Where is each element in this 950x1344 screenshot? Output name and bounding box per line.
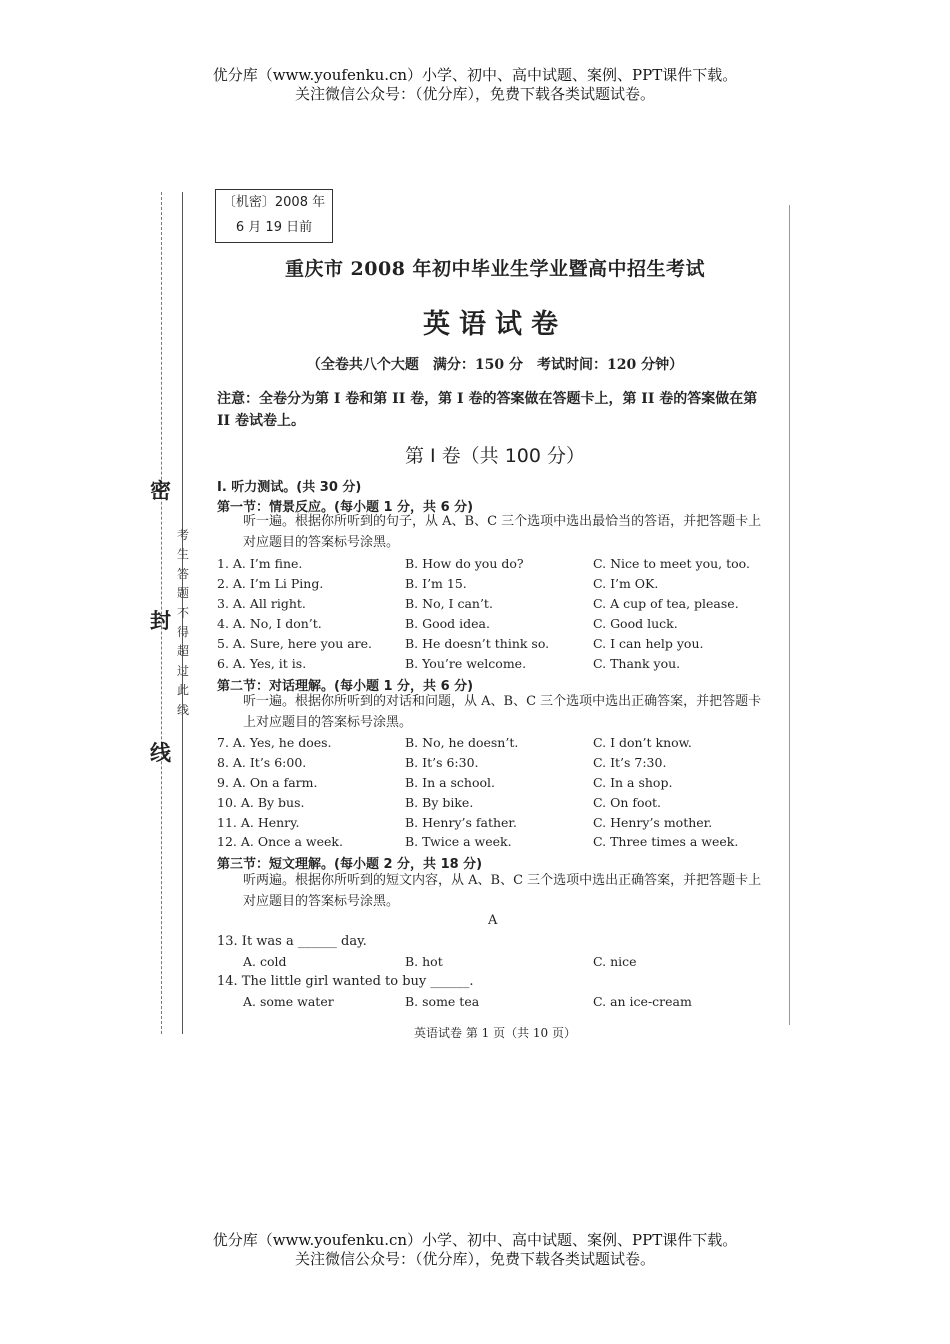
seal-char-mi: 密 (150, 479, 171, 503)
section-heading: I. 听力测试。(共 30 分) (217, 480, 362, 495)
exam-notice: 注意：全卷分为第 I 卷和第 II 卷，第 I 卷的答案做在答题卡上，第 II 卷的答案做在第 II 卷试卷上。 (217, 391, 758, 429)
question-14-options: A. some water B. some tea C. an ice-cream (243, 994, 692, 1009)
question-row: 5. A. Sure, here you are. B. He doesn’t think so. C. I can help you. (217, 636, 704, 651)
question-row: 9. A. On a farm. B. In a school. C. In a shop. (217, 775, 673, 790)
confidential-stamp: 〔机密〕2008 年 6 月 19 日前 (215, 189, 333, 243)
question-row: 6. A. Yes, it is. B. You’re welcome. C. Thank you. (217, 656, 681, 671)
exam-title: 重庆市 2008 年初中毕业生学业暨高中招生考试 (284, 258, 706, 280)
subsection-title-2: 第二节：对话理解。(每小题 1 分，共 6 分) (217, 679, 474, 694)
subsection-title-3: 第三节：短文理解。(每小题 2 分，共 18 分) (217, 857, 483, 872)
question-13: 13. It was a ______ day. (217, 934, 367, 949)
passage-label: A (488, 913, 498, 928)
part-title: 第 I 卷（共 100 分） (404, 445, 586, 467)
question-row: 8. A. It’s 6:00. B. It’s 6:30. C. It’s 7:30. (217, 755, 667, 770)
site-footer (0, 1231, 950, 1269)
site-footer-line2: 关注微信公众号：（优分库），免费下载各类试题试卷。 (294, 1250, 655, 1268)
site-header (0, 66, 950, 104)
question-row: 4. A. No, I don’t. B. Good idea. C. Good luck. (217, 616, 678, 631)
page-footer: 英语试卷 第 1 页（共 10 页） (414, 1026, 576, 1040)
site-header-line2: 关注微信公众号：（优分库），免费下载各类试题试卷。 (294, 85, 655, 103)
seal-char-feng: 封 (150, 609, 171, 633)
site-footer-line1: 优分库（www.youfenku.cn）小学、初中、高中试题、案例、PPT课件下载。 (212, 1231, 738, 1249)
seal-warning-note: 考 生 答 题 不 得 超 过 此 线 (176, 528, 189, 717)
question-row: 1. A. I’m fine. B. How do you do? C. Nice to meet you, too. (217, 556, 750, 571)
instruction-1: 听一遍。根据你所听到的句子，从 A、B、C 三个选项中选出最恰当的答语，并把答题卡上对应题目的答案标号涂黑。 (243, 514, 762, 550)
question-row: 3. A. All right. B. No, I can’t. C. A cup of tea, please. (217, 596, 739, 611)
exam-subject: 英语试卷 (423, 309, 567, 340)
question-row: 12. A. Once a week. B. Twice a week. C. Three times a week. (217, 834, 739, 849)
exam-info: （全卷共八个大题 满分：150 分 考试时间：120 分钟） (306, 357, 684, 373)
question-row: 2. A. I’m Li Ping. B. I’m 15. C. I’m OK. (217, 576, 659, 591)
question-row: 11. A. Henry. B. Henry’s father. C. Henry’s mother. (217, 815, 713, 830)
question-row: 7. A. Yes, he does. B. No, he doesn’t. C. I don’t know. (217, 735, 692, 750)
seal-char-xian: 线 (150, 741, 171, 765)
instruction-2: 听一遍。根据你所听到的对话和问题，从 A、B、C 三个选项中选出正确答案，并把答题卡上对应题目的答案标号涂黑。 (243, 694, 762, 730)
question-14: 14. The little girl wanted to buy ______. (217, 974, 474, 989)
site-header-line1: 优分库（www.youfenku.cn）小学、初中、高中试题、案例、PPT课件下载。 (212, 66, 738, 84)
instruction-3: 听两遍。根据你所听到的短文内容，从 A、B、C 三个选项中选出正确答案，并把答题卡上对应题目的答案标号涂黑。 (243, 873, 762, 909)
question-13-options: A. cold B. hot C. nice (243, 954, 637, 969)
subsection-title-1: 第一节：情景反应。(每小题 1 分，共 6 分) (217, 500, 474, 515)
question-row: 10. A. By bus. B. By bike. C. On foot. (217, 795, 662, 810)
